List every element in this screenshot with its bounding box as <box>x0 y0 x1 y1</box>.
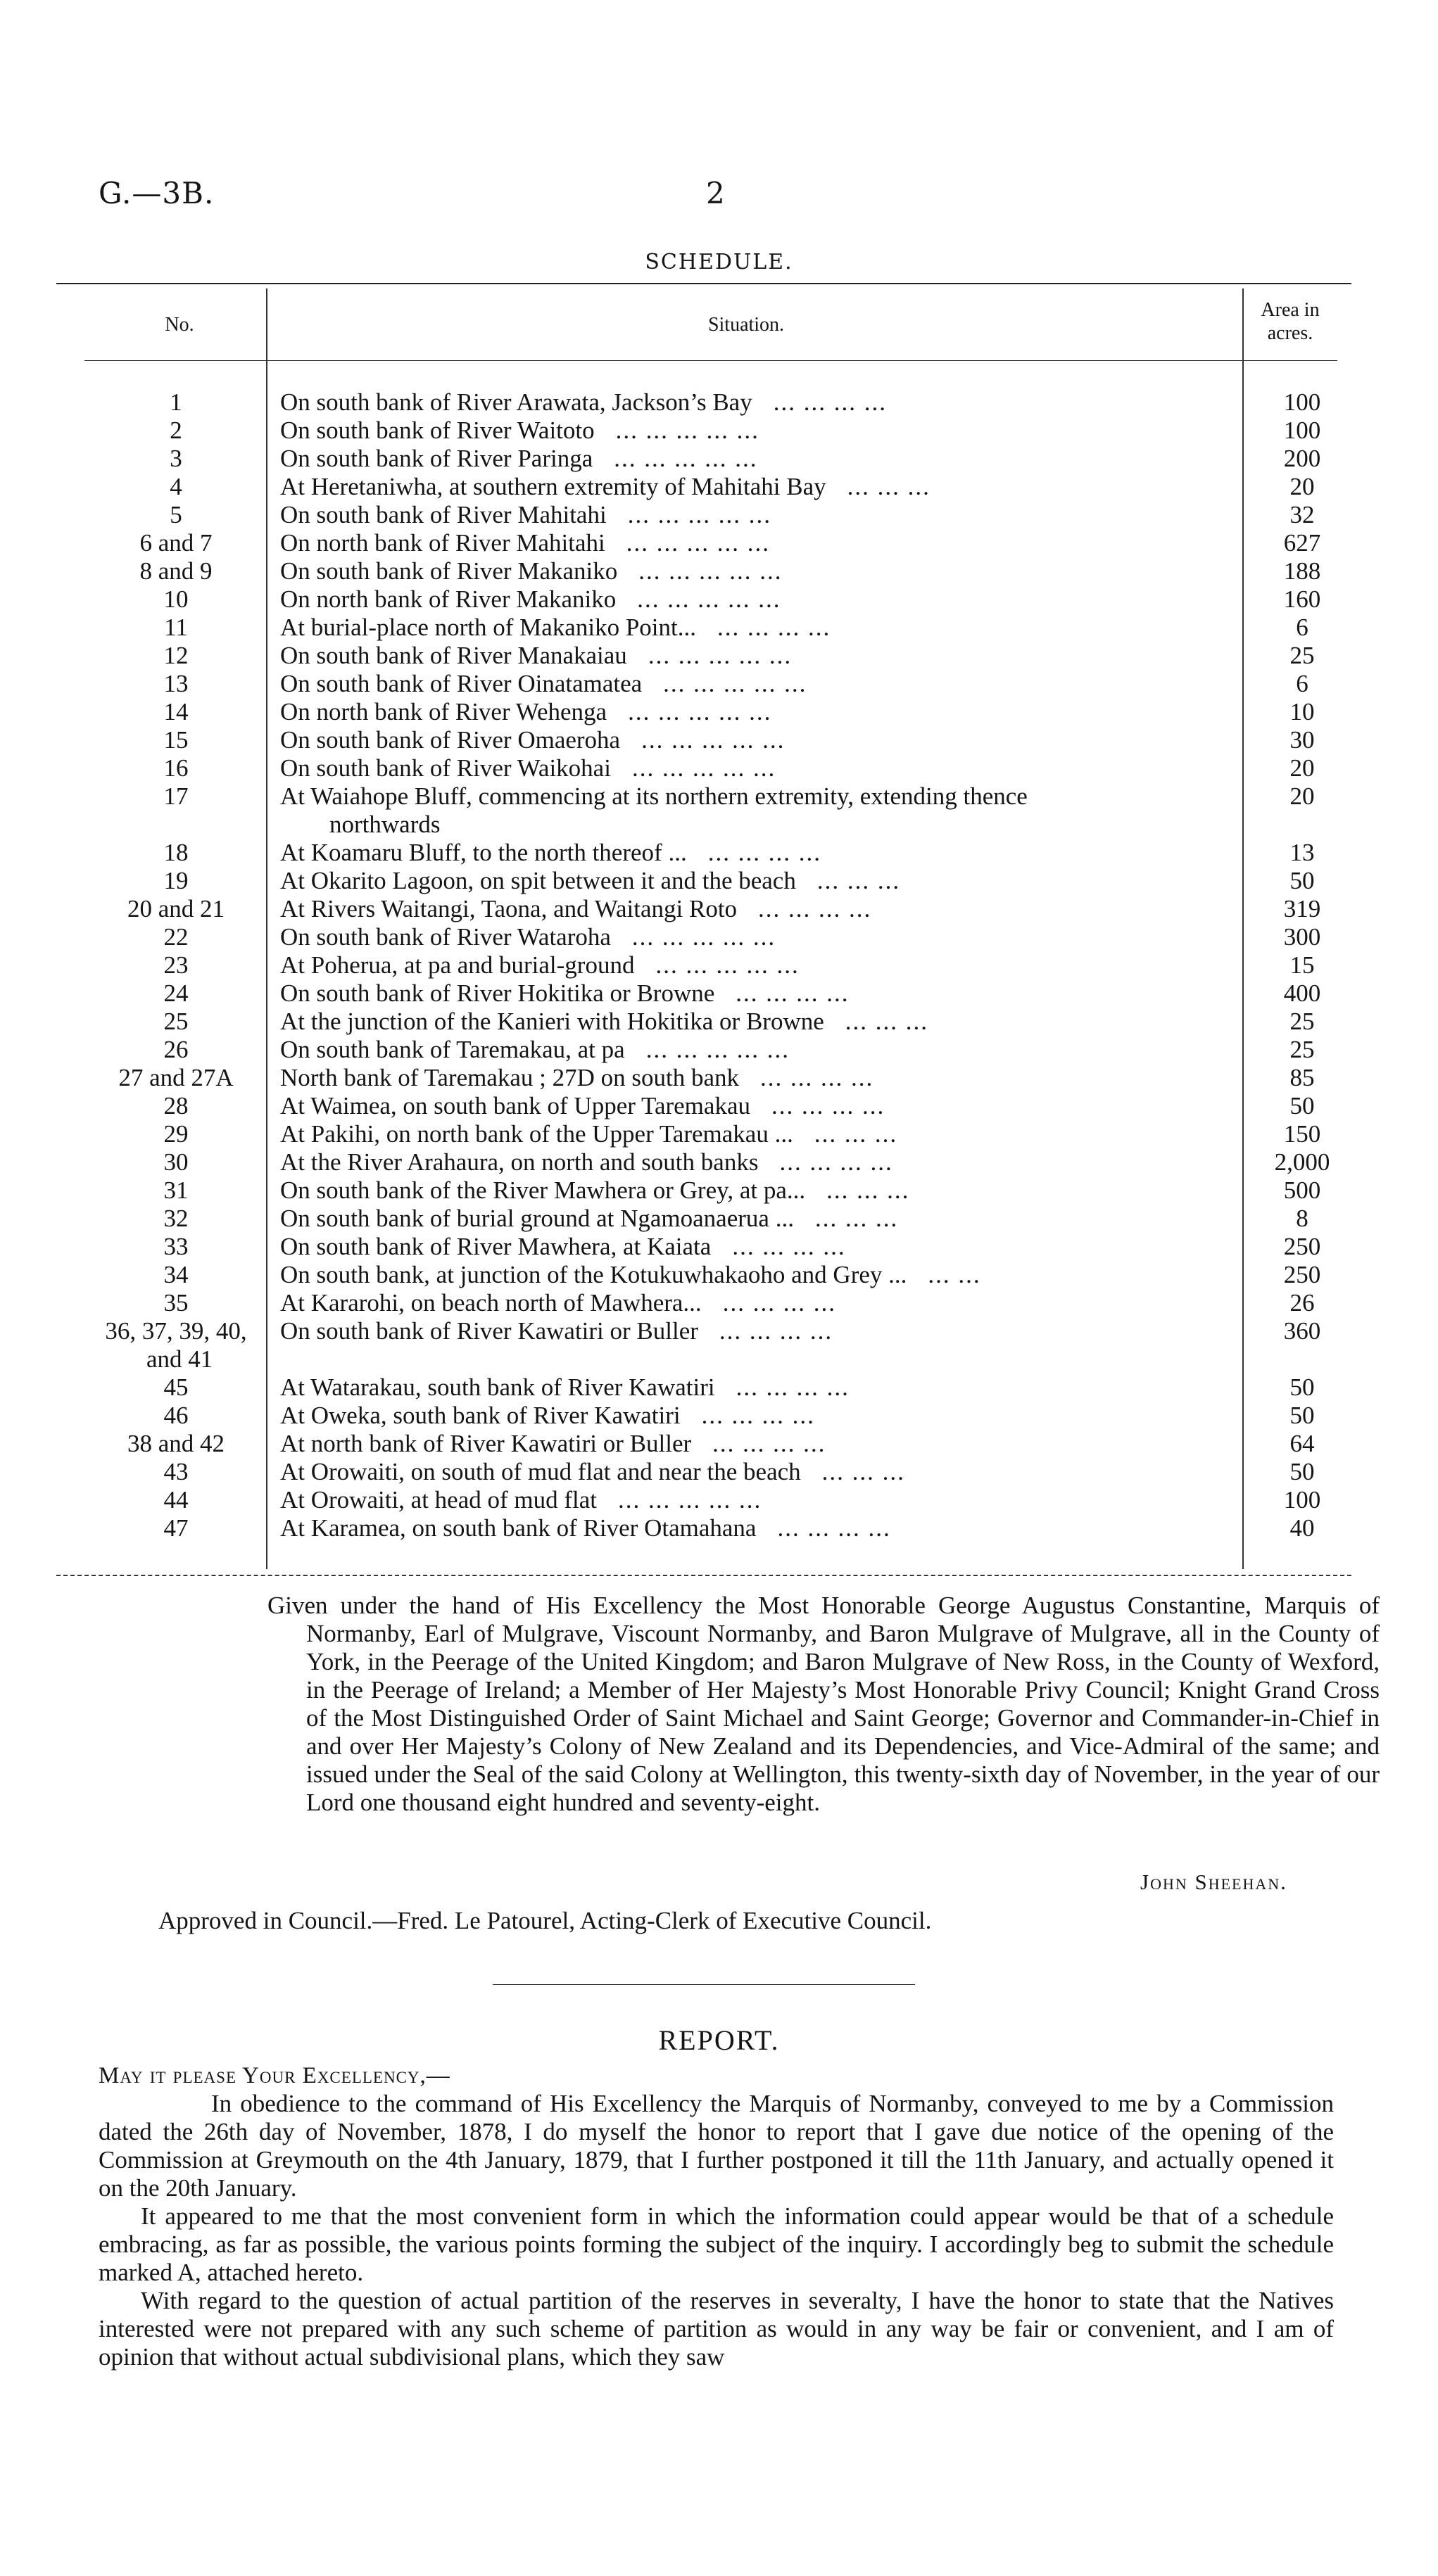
row-number: 16 <box>163 754 189 782</box>
row-number: 46 <box>163 1402 189 1429</box>
row-number: 26 <box>163 1036 189 1063</box>
table-row <box>84 1261 1337 1289</box>
row-situation <box>280 529 1294 557</box>
row-situation <box>280 1036 1294 1064</box>
row-area: 400 <box>1283 979 1321 1007</box>
row-situation <box>280 754 1294 782</box>
approved-text: Approved in Council.—Fred. Le Patourel, Acting-Clerk of Executive Council. <box>158 1907 932 1934</box>
situation-text: North bank of Taremakau ; 27D on south bank <box>280 1064 740 1091</box>
row-area: 100 <box>1283 417 1321 444</box>
leader-dots: ... ... ... ... <box>722 1289 836 1316</box>
leader-dots: ... ... ... <box>821 1458 905 1485</box>
row-number: 4 <box>170 473 182 500</box>
situation-text: On south bank of River Arawata, Jackson’s Bay <box>280 388 752 416</box>
table-row <box>84 1092 1337 1120</box>
report-salutation: May it please Your Excellency,— <box>99 2063 450 2088</box>
row-situation <box>280 1176 1294 1205</box>
row-area: 50 <box>1289 867 1315 894</box>
row-situation <box>280 895 1294 923</box>
row-situation <box>280 1430 1294 1458</box>
row-situation <box>280 388 1294 417</box>
row-situation <box>280 1289 1294 1317</box>
proclamation-text: Given under the hand of His Excellency the Most Honorable George Augustus Constantine, Marquis of Normanby, Earl of Mulgrave, Viscount Normanby, and Baron Mulgrave of Mulgrave, all in the County of York, in the Peerage of the United Kingdom; and Baron Mulgrave of New Ross, in the County of Wexford, in the Peerage of Ireland; a Member of Her Majesty’s Most Honorable Privy Council; Knight Grand Cross of the Most Distinguished Order of Saint Michael and Saint George; Governor and Commander-in-Chief in and over Her Majesty’s Colony of New Zealand and its Dependencies, and Vice-Admiral of the same; and issued under the Seal of the said Colony at Wellington, this twenty-sixth day of November, in the year of our Lord one thousand eight hundred and seventy-eight. <box>267 1592 1380 1816</box>
situation-text: On south bank of River Kawatiri or Buller <box>280 1317 698 1345</box>
row-area: 300 <box>1283 923 1321 951</box>
row-area: 20 <box>1289 473 1315 500</box>
row-number: 2 <box>170 417 182 444</box>
situation-text: At the junction of the Kanieri with Hokitika or Browne <box>280 1008 824 1035</box>
row-area: 160 <box>1283 585 1321 613</box>
table-row <box>84 417 1337 445</box>
leader-dots: ... ... ... ... <box>732 1233 846 1260</box>
row-area: 500 <box>1283 1176 1321 1204</box>
leader-dots: ... ... ... ... ... <box>626 529 770 557</box>
table-row <box>84 951 1337 979</box>
column-header-area-line2: acres. <box>1267 322 1313 344</box>
row-area: 25 <box>1289 1008 1315 1035</box>
row-number: 10 <box>163 585 189 613</box>
situation-text: On south bank of River Oinatamatea <box>280 670 643 697</box>
situation-text: On north bank of River Mahitahi <box>280 529 605 557</box>
table-row <box>84 388 1337 417</box>
row-area: 25 <box>1289 1036 1315 1063</box>
table-row <box>84 1402 1337 1430</box>
situation-text: At Okarito Lagoon, on spit between it and the beach <box>280 867 796 894</box>
leader-dots: ... ... ... ... ... <box>641 726 786 754</box>
row-area: 32 <box>1289 501 1315 528</box>
row-situation <box>280 417 1294 445</box>
row-number: 23 <box>163 951 189 979</box>
leader-dots: ... ... ... <box>845 1008 929 1035</box>
row-number: 15 <box>163 726 189 754</box>
leader-dots: ... ... ... ... ... <box>618 1486 762 1514</box>
row-area: 15 <box>1289 951 1315 979</box>
leader-dots: ... ... ... ... ... <box>648 642 793 669</box>
row-number: 47 <box>163 1514 189 1542</box>
table-row <box>84 1008 1337 1036</box>
situation-text: On south bank of Taremakau, at pa <box>280 1036 625 1063</box>
row-number: 30 <box>163 1148 189 1176</box>
row-number: 44 <box>163 1486 189 1514</box>
table-row <box>84 895 1337 923</box>
situation-text: At Orowaiti, at head of mud flat <box>280 1486 598 1514</box>
row-number: 20 and 21 <box>127 895 225 922</box>
row-situation <box>280 782 1294 839</box>
leader-dots: ... ... ... ... <box>777 1514 891 1542</box>
row-area: 627 <box>1283 529 1321 557</box>
row-situation <box>280 1458 1294 1486</box>
table-top-rule <box>56 283 1351 284</box>
row-situation <box>280 1205 1294 1233</box>
row-area: 250 <box>1283 1233 1321 1260</box>
leader-dots: ... ... ... ... ... <box>638 557 783 585</box>
column-header-situation: Situation. <box>707 314 785 336</box>
row-number: 31 <box>163 1176 189 1204</box>
situation-text: At Koamaru Bluff, to the north thereof ... <box>280 839 687 866</box>
leader-dots: ... ... ... ... <box>736 979 850 1007</box>
row-number: 6 and 7 <box>139 529 213 557</box>
row-number: 8 and 9 <box>139 557 213 585</box>
situation-text-continued: northwards <box>329 811 441 838</box>
situation-text: On south bank of River Waitoto <box>280 417 595 444</box>
row-area: 85 <box>1289 1064 1315 1091</box>
table-row <box>84 1373 1337 1402</box>
row-area: 25 <box>1289 642 1315 669</box>
situation-text: On north bank of River Wehenga <box>280 698 607 725</box>
table-row <box>84 1176 1337 1205</box>
table-row <box>84 557 1337 585</box>
leader-dots: ... ... ... ... <box>760 1064 874 1091</box>
situation-text: On south bank of River Hokitika or Browne <box>280 979 715 1007</box>
situation-text: At Kararohi, on beach north of Mawhera... <box>280 1289 702 1316</box>
row-number: 34 <box>163 1261 189 1288</box>
row-area: 8 <box>1296 1205 1308 1232</box>
leader-dots: ... ... ... ... <box>712 1430 826 1457</box>
leader-dots: ... ... ... <box>814 1205 899 1232</box>
table-row <box>84 1064 1337 1092</box>
table-row <box>84 473 1337 501</box>
situation-text: On south bank of the River Mawhera or Grey, at pa... <box>280 1176 806 1204</box>
table-row <box>84 445 1337 473</box>
row-situation <box>280 1514 1294 1542</box>
row-situation <box>280 1120 1294 1148</box>
row-number: 32 <box>163 1205 189 1232</box>
table-row <box>84 529 1337 557</box>
row-situation <box>280 445 1294 473</box>
leader-dots: ... ... ... <box>826 1176 910 1204</box>
situation-text: At burial-place north of Makaniko Point... <box>280 614 696 641</box>
row-situation <box>280 1317 1294 1345</box>
row-situation <box>280 1233 1294 1261</box>
leader-dots: ... ... ... ... <box>779 1148 893 1176</box>
report-paragraph-2: It appeared to me that the most convenient form in which the information could appear would be that of a schedule embracing, as far as possible, the various points forming the subject of the inquiry. I accordingly beg to submit the schedule marked A, attached hereto. <box>99 2202 1334 2286</box>
row-number: 43 <box>163 1458 189 1485</box>
row-situation <box>280 557 1294 585</box>
leader-dots: ... ... ... ... <box>736 1373 850 1401</box>
leader-dots: ... ... ... ... <box>719 1317 833 1345</box>
row-area: 250 <box>1283 1261 1321 1288</box>
row-area: 50 <box>1289 1458 1315 1485</box>
document-reference: G.—3B. <box>99 176 215 210</box>
row-number: 45 <box>163 1373 189 1401</box>
table-row <box>84 614 1337 642</box>
leader-dots: ... ... ... ... <box>717 614 831 641</box>
row-number: 38 and 42 <box>127 1430 225 1457</box>
column-header-area-line1: Area in <box>1261 299 1320 321</box>
row-situation <box>280 726 1294 754</box>
report-paragraph-1: In obedience to the command of His Excellency the Marquis of Normanby, conveyed to me by a Commission dated the 26th day of November, 1878, I do myself the honor to report that I gave due notice of the opening of the Commission at Greymouth on the 4th January, 1879, that I further postponed it till the 11th January, and actually opened it on the 20th January. <box>99 2090 1334 2202</box>
situation-text: On south bank of River Omaeroha <box>280 726 621 754</box>
row-number: 11 <box>164 614 188 641</box>
table-row <box>84 642 1337 670</box>
row-area: 319 <box>1283 895 1321 922</box>
row-number: 12 <box>163 642 189 669</box>
row-number: 24 <box>163 979 189 1007</box>
row-area: 100 <box>1283 388 1321 416</box>
row-area: 6 <box>1296 670 1308 697</box>
table-row <box>84 698 1337 726</box>
situation-text: At Karamea, on south bank of River Otamahana <box>280 1514 757 1542</box>
page-number: 2 <box>706 176 725 210</box>
table-row <box>84 1430 1337 1458</box>
row-situation <box>280 1008 1294 1036</box>
situation-text: On south bank, at junction of the Kotukuwhakaoho and Grey ... <box>280 1261 907 1288</box>
row-area: 2,000 <box>1274 1148 1330 1176</box>
leader-dots: ... ... ... <box>847 473 931 500</box>
situation-text: At north bank of River Kawatiri or Buller <box>280 1430 692 1457</box>
situation-text: At Orowaiti, on south of mud flat and near the beach <box>280 1458 801 1485</box>
row-situation <box>280 923 1294 951</box>
row-area: 6 <box>1296 614 1308 641</box>
row-situation <box>280 642 1294 670</box>
table-row <box>84 1514 1337 1542</box>
leader-dots: ... ... ... ... ... <box>663 670 807 697</box>
row-situation <box>280 1373 1294 1402</box>
table-row <box>84 670 1337 698</box>
row-area: 20 <box>1289 754 1315 782</box>
row-area: 40 <box>1289 1514 1315 1542</box>
table-row <box>84 1486 1337 1514</box>
row-situation <box>280 473 1294 501</box>
situation-text: On south bank of River Mawhera, at Kaiata <box>280 1233 712 1260</box>
situation-text: On south bank of burial ground at Ngamoanaerua ... <box>280 1205 794 1232</box>
leader-dots: ... ... ... ... <box>771 1092 885 1119</box>
row-situation <box>280 1148 1294 1176</box>
row-number: 5 <box>170 501 182 528</box>
situation-text: At Oweka, south bank of River Kawatiri <box>280 1402 681 1429</box>
row-situation <box>280 1064 1294 1092</box>
table-row <box>84 782 1337 839</box>
leader-dots: ... ... ... ... ... <box>627 501 771 528</box>
row-number: 28 <box>163 1092 189 1119</box>
row-number: 19 <box>163 867 189 894</box>
table-row <box>84 585 1337 614</box>
situation-text: At Pakihi, on north bank of the Upper Taremakau ... <box>280 1120 793 1148</box>
section-divider <box>493 1984 915 1985</box>
leader-dots: ... ... ... ... <box>773 388 887 416</box>
table-row <box>84 1233 1337 1261</box>
row-situation <box>280 979 1294 1008</box>
situation-text: On south bank of River Waikohai <box>280 754 611 782</box>
report-paragraph-3: With regard to the question of actual partition of the reserves in severalty, I have the honor to state that the Natives interested were not prepared with any such scheme of partition as would in any way be fair or convenient, and I am of opinion that without actual subdivisional plans, which they saw <box>99 2287 1334 2371</box>
row-situation <box>280 951 1294 979</box>
row-situation <box>280 867 1294 895</box>
table-row <box>84 1036 1337 1064</box>
row-area: 64 <box>1289 1430 1315 1457</box>
situation-text: On south bank of River Paringa <box>280 445 593 472</box>
row-situation <box>280 614 1294 642</box>
row-area: 188 <box>1283 557 1321 585</box>
row-number: 36, 37, 39, 40, <box>105 1317 247 1345</box>
signature: John Sheehan. <box>1140 1870 1287 1894</box>
row-area: 50 <box>1289 1373 1315 1401</box>
schedule-table-body <box>84 388 1337 1542</box>
leader-dots: ... ... ... ... <box>701 1402 815 1429</box>
row-number: 14 <box>163 698 189 725</box>
row-situation <box>280 585 1294 614</box>
leader-dots: ... ... ... <box>814 1120 898 1148</box>
row-number: 13 <box>163 670 189 697</box>
row-area: 150 <box>1283 1120 1321 1148</box>
situation-text: On south bank of River Wataroha <box>280 923 611 951</box>
row-number: 17 <box>163 782 189 810</box>
table-row <box>84 1458 1337 1486</box>
table-row <box>84 867 1337 895</box>
situation-text: At Rivers Waitangi, Taona, and Waitangi Roto <box>280 895 738 922</box>
table-row <box>84 501 1337 529</box>
leader-dots: ... ... ... ... ... <box>637 585 781 613</box>
row-situation <box>280 670 1294 698</box>
row-number: 3 <box>170 445 182 472</box>
situation-text: At Waiahope Bluff, commencing at its northern extremity, extending thence <box>280 782 1028 810</box>
situation-text: At Heretaniwha, at southern extremity of Mahitahi Bay <box>280 473 826 500</box>
row-situation <box>280 1261 1294 1289</box>
table-row <box>84 1317 1337 1373</box>
column-header-no: No. <box>165 314 194 336</box>
row-area: 26 <box>1289 1289 1315 1316</box>
row-number: 27 and 27A <box>118 1064 234 1091</box>
table-row <box>84 1205 1337 1233</box>
row-situation <box>280 1486 1294 1514</box>
leader-dots: ... ... ... ... <box>758 895 872 922</box>
row-number: 29 <box>163 1120 189 1148</box>
row-number-continued: and 41 <box>146 1345 213 1373</box>
row-area: 13 <box>1289 839 1315 866</box>
row-area: 100 <box>1283 1486 1321 1514</box>
table-row <box>84 923 1337 951</box>
situation-text: At the River Arahaura, on north and south banks <box>280 1148 759 1176</box>
row-area: 360 <box>1283 1317 1321 1345</box>
leader-dots: ... ... ... ... ... <box>614 445 758 472</box>
leader-dots: ... ... ... ... ... <box>628 698 772 725</box>
leader-dots: ... ... ... ... ... <box>655 951 800 979</box>
leader-dots: ... ... ... <box>816 867 901 894</box>
row-number: 18 <box>163 839 189 866</box>
table-row <box>84 1148 1337 1176</box>
row-area: 20 <box>1289 782 1315 810</box>
row-number: 25 <box>163 1008 189 1035</box>
row-situation <box>280 698 1294 726</box>
row-area: 50 <box>1289 1402 1315 1429</box>
situation-text: On south bank of River Manakaiau <box>280 642 627 669</box>
situation-text: On south bank of River Mahitahi <box>280 501 607 528</box>
situation-text: On north bank of River Makaniko <box>280 585 617 613</box>
table-row <box>84 839 1337 867</box>
approved-in-council <box>158 1907 1285 1935</box>
situation-text: On south bank of River Makaniko <box>280 557 618 585</box>
situation-text: At Waimea, on south bank of Upper Taremakau <box>280 1092 750 1119</box>
row-situation <box>280 501 1294 529</box>
situation-text: At Watarakau, south bank of River Kawatiri <box>280 1373 715 1401</box>
leader-dots: ... ... ... ... <box>707 839 821 866</box>
row-number: 35 <box>163 1289 189 1316</box>
row-number: 33 <box>163 1233 189 1260</box>
table-row <box>84 1289 1337 1317</box>
leader-dots: ... ... ... ... ... <box>615 417 759 444</box>
row-number: 1 <box>170 388 182 416</box>
report-title: REPORT. <box>658 2024 780 2056</box>
row-area: 30 <box>1289 726 1315 754</box>
row-situation <box>280 839 1294 867</box>
schedule-title: SCHEDULE. <box>645 250 793 274</box>
row-situation <box>280 1402 1294 1430</box>
table-row <box>84 1120 1337 1148</box>
leader-dots: ... ... <box>928 1261 981 1288</box>
leader-dots: ... ... ... ... ... <box>645 1036 790 1063</box>
leader-dots: ... ... ... ... ... <box>631 754 776 782</box>
row-situation <box>280 1092 1294 1120</box>
row-number: 22 <box>163 923 189 951</box>
table-row <box>84 754 1337 782</box>
table-header-rule <box>84 360 1337 361</box>
row-area: 50 <box>1289 1092 1315 1119</box>
row-area: 10 <box>1289 698 1315 725</box>
situation-text: At Poherua, at pa and burial-ground <box>280 951 635 979</box>
row-area: 200 <box>1283 445 1321 472</box>
table-bottom-rule <box>56 1575 1351 1576</box>
leader-dots: ... ... ... ... ... <box>631 923 776 951</box>
table-row <box>84 726 1337 754</box>
table-row <box>84 979 1337 1008</box>
